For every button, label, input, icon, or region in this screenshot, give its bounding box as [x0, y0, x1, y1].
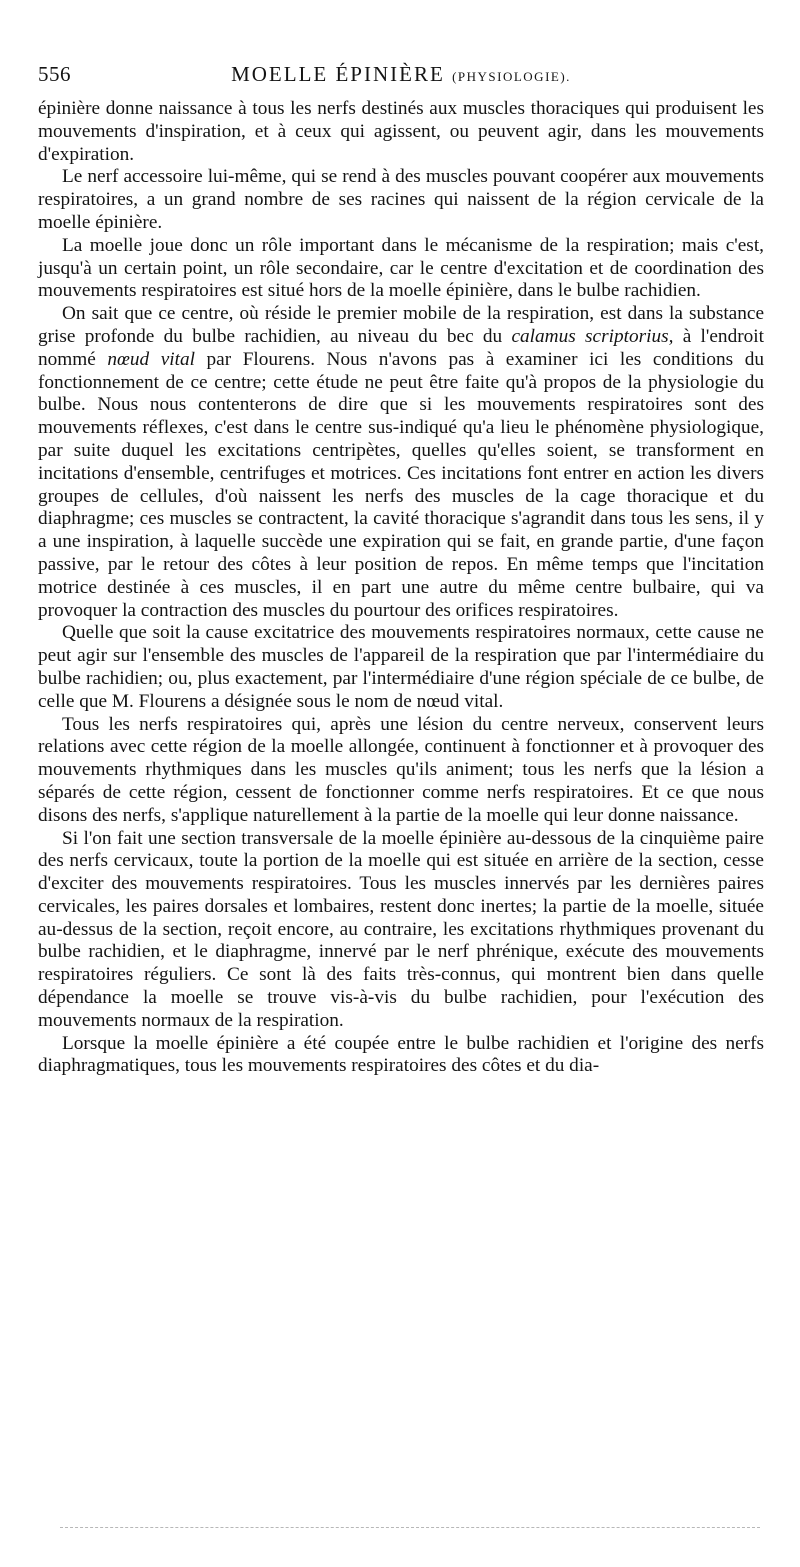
- paragraph-text: Tous les nerfs respiratoires qui, après une lésion du centre nerveux, conservent leurs relations avec cette région de la moelle allongée, continuent à fonctionner et à provoquer des mouvements rhythmiques dans les muscles qu'ils animent; tous les nerfs que la lésion a séparés de cette région, cessent de fonctionner comme nerfs respiratoires. Et ce que nous disons des nerfs, s'applique naturellement à la partie de la moelle qui leur donne naissance.: [38, 713, 764, 826]
- body-paragraph: [38, 714, 764, 828]
- paragraph-text: On sait que ce centre, où réside le premier mobile de la respiration, est dans la substance grise profonde du bulbe rachidien, au niveau du bec du: [38, 303, 764, 347]
- paragraph-text: Lorsque la moelle épinière a été coupée entre le bulbe rachidien et l'origine des nerfs diaphragmatiques, tous les mouvements respiratoires des côtes et du dia-: [38, 1032, 764, 1077]
- italic-term: calamus scriptorius,: [511, 325, 674, 347]
- paragraph-text: à l'endroit nommé: [38, 325, 764, 370]
- body-paragraph: [38, 303, 764, 622]
- running-head-subtitle: (PHYSIOLOGIE).: [452, 69, 571, 84]
- paragraph-text: par Flourens. Nous n'avons pas à examiner ici les conditions du fonctionnement de ce centre; cette étude ne peut être faite qu'à propos de la physiologie du bulbe. Nous nous contenterons de dire que si les mouvements respiratoires sont des mouvements réflexes, c'est dans le centre sus-indiqué qu'a lieu le phénomène physiologique, par suite duquel les excitations centripètes, quelles qu'elles soient, se transforment en incitations d'ensemble, centrifuges et motrices. Ces incitations font entrer en action les divers groupes de cellules, d'où naissent les nerfs des muscles de la cage thoracique et du diaphragme; ces muscles se contractent, la cavité thoracique s'agrandit dans tous les sens, il y a une inspiration, à laquelle succède une expiration qui se fait, en grande partie, d'une façon passive, par le retour des côtes à leur position de repos. En même temps que l'incitation motrice destinée à ces muscles, il en part une autre du même centre bulbaire, qui va provoquer la contraction des muscles du pourtour des orifices respiratoires.: [38, 348, 765, 621]
- body-paragraph: [38, 235, 764, 303]
- paragraph-text: Si l'on fait une section transversale de la moelle épinière au-dessous de la cinquième paire des nerfs cervicaux, toute la portion de la moelle qui est située en arrière de la section, cesse d'exciter des mouvements respiratoires. Tous les muscles innervés par les dernières paires cervicales, les paires dorsales et lombaires, restent donc inertes; la partie de la moelle, située au-dessus de la section, reçoit encore, au contraire, les excitations rhythmiques provenant du bulbe rachidien, et le diaphragme, innervé par le nerf phrénique, exécute des mouvements respiratoires réguliers. Ce sont là des faits très-connus, qui montrent bien dans quelle dépendance la moelle se trouve vis-à-vis du bulbe rachidien, pour l'exécution des mouvements normaux de la respiration.: [38, 827, 764, 1031]
- paragraph-text: épinière donne naissance à tous les nerfs destinés aux muscles thoraciques qui produisent les mouvements d'inspiration, et à ceux qui agissent, ou peuvent agir, dans les mouvements d'expiration.: [38, 98, 764, 165]
- body-paragraph: [38, 828, 764, 1033]
- body-paragraph: [38, 98, 764, 166]
- body-paragraph: [38, 1033, 764, 1079]
- running-head: [38, 62, 764, 87]
- footer-rule: [60, 1527, 760, 1528]
- paragraph-text: La moelle joue donc un rôle important dans le mécanisme de la respiration; mais c'est, jusqu'à un certain point, un rôle secondaire, car le centre d'excitation et de coordination des mouvements respiratoires est situé hors de la moelle épinière, dans le bulbe rachidien.: [38, 234, 764, 302]
- page-header: [38, 62, 764, 90]
- paragraph-text: Quelle que soit la cause excitatrice des mouvements respiratoires normaux, cette cause ne peut agir sur l'ensemble des muscles de l'appareil de la respiration que par l'intermédiaire du bulbe rachidien; ou, plus exactement, par l'intermédiaire d'une région spéciale de ce bulbe, de celle que M. Flourens a désignée sous le nom de nœud vital.: [38, 622, 764, 712]
- page-number: 556: [38, 62, 71, 86]
- running-head-title: MOELLE ÉPINIÈRE: [231, 62, 445, 86]
- body-paragraph: [38, 166, 764, 234]
- paragraph-text: Le nerf accessoire lui-même, qui se rend à des muscles pouvant coopérer aux mouvements respiratoires, a un grand nombre de ses racines qui naissent de la région cervicale de la moelle épinière.: [38, 166, 764, 233]
- italic-term: nœud vital: [107, 348, 195, 370]
- body-text: [38, 98, 764, 1078]
- body-paragraph: [38, 622, 764, 713]
